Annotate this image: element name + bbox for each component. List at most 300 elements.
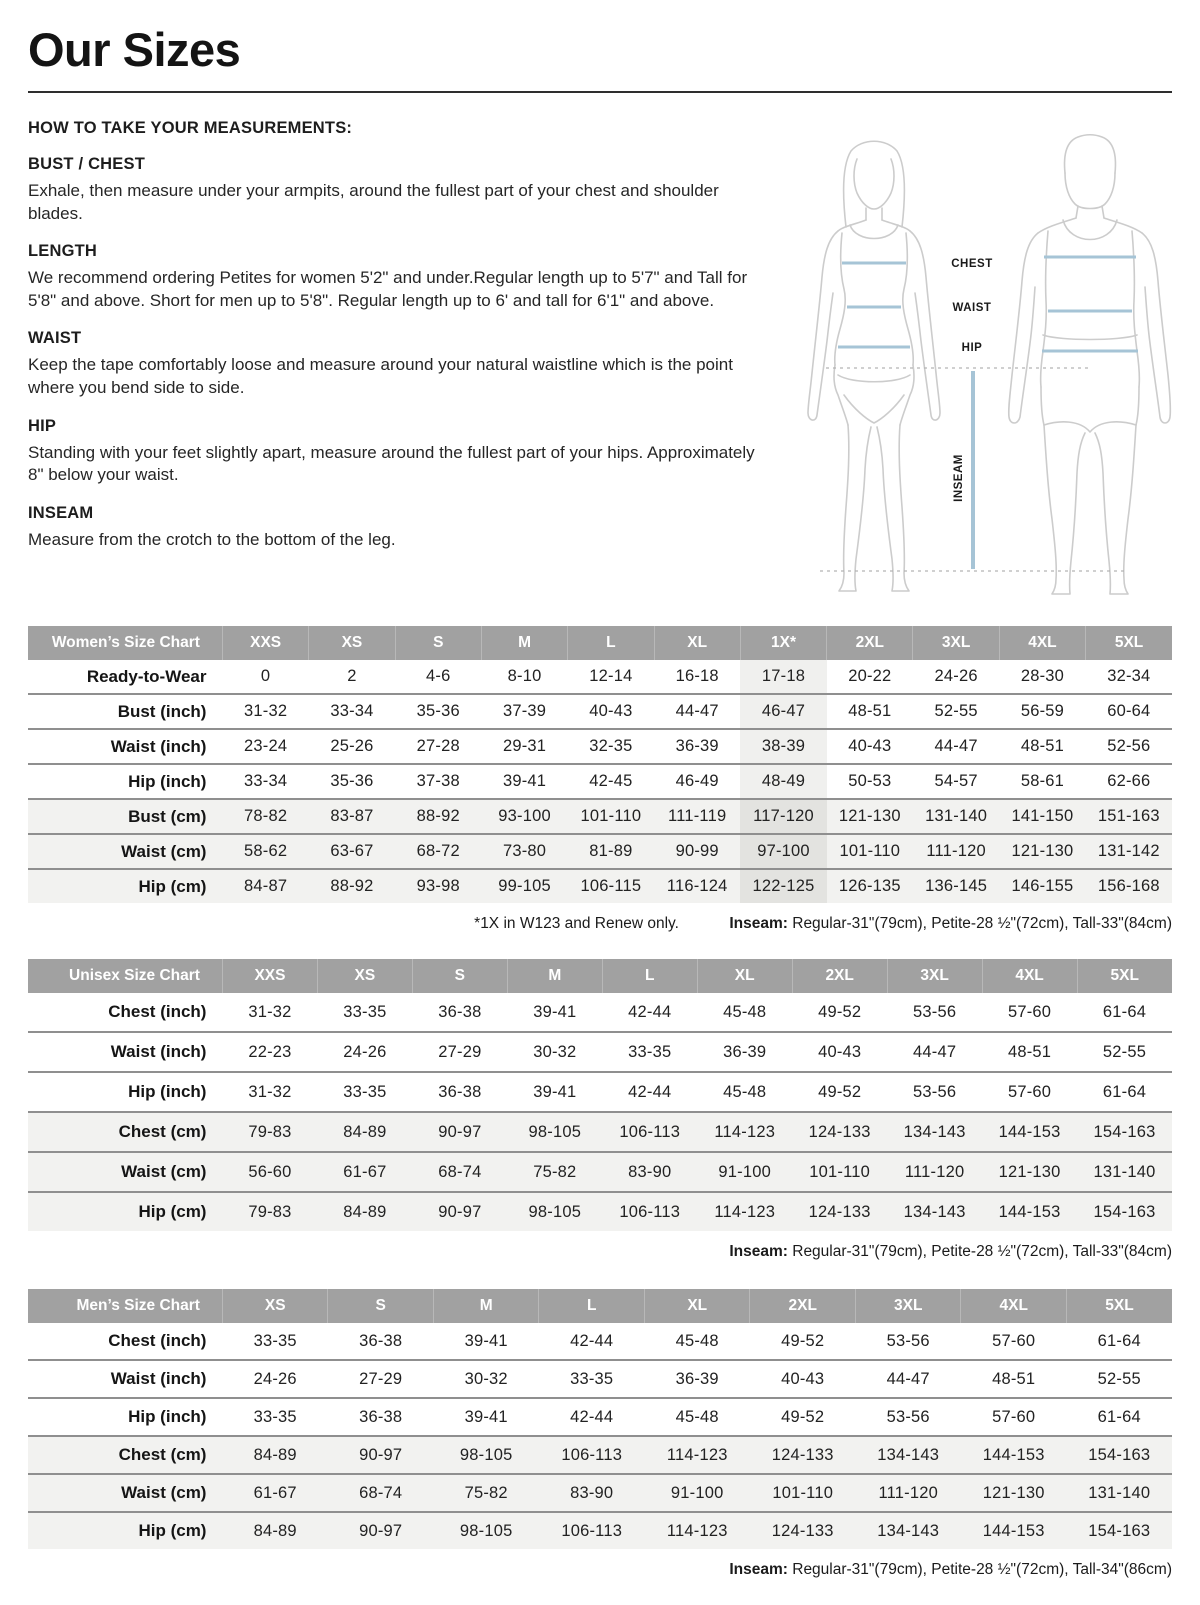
- table-header-row: [28, 959, 1172, 993]
- title-divider: [28, 91, 1172, 93]
- size-cell: 40-43: [589, 702, 633, 720]
- row-label: Waist (inch): [110, 1042, 207, 1061]
- size-cell: 124-133: [771, 1521, 834, 1540]
- size-cell: 144-153: [982, 1445, 1045, 1464]
- size-cell: 40-43: [848, 737, 892, 755]
- size-cell: 53-56: [913, 1002, 957, 1021]
- size-cell: 57-60: [1007, 1082, 1052, 1101]
- size-cell: 83-90: [628, 1162, 672, 1181]
- size-tables: [28, 626, 1172, 1579]
- size-column-header: L: [568, 626, 654, 660]
- size-cell: 131-140: [1088, 1483, 1151, 1502]
- size-cell: 37-39: [502, 702, 547, 720]
- size-column-header: XXS: [222, 959, 317, 993]
- size-cell: 4-6: [426, 667, 451, 685]
- size-cell: 44-47: [934, 737, 978, 755]
- size-cell: 83-90: [570, 1483, 614, 1502]
- section-title: INSEAM: [28, 503, 94, 522]
- size-column-header: XL: [697, 959, 792, 993]
- size-cell: 28-30: [1020, 667, 1065, 685]
- size-cell: 61-64: [1097, 1407, 1141, 1426]
- size-cell: 90-97: [438, 1202, 482, 1221]
- size-column-header: XS: [222, 1289, 328, 1323]
- size-cell: 61-64: [1102, 1082, 1147, 1101]
- size-cell: 52-55: [1097, 1369, 1141, 1388]
- section-title: BUST / CHEST: [28, 155, 145, 173]
- male-figure: [1009, 135, 1171, 594]
- section-waist: [28, 329, 756, 399]
- size-cell: 12-14: [589, 667, 633, 685]
- size-cell: 33-35: [343, 1082, 387, 1101]
- size-cell: 33-34: [244, 772, 288, 790]
- size-cell: 144-153: [982, 1521, 1045, 1540]
- size-cell: 146-155: [1011, 877, 1074, 895]
- size-cell: 114-123: [666, 1445, 728, 1464]
- size-cell: 50-53: [848, 772, 892, 790]
- size-cell: 154-163: [1093, 1202, 1156, 1221]
- size-cell: 54-57: [934, 772, 978, 790]
- row-label: Waist (cm): [121, 1483, 207, 1502]
- size-column-header: L: [539, 1289, 645, 1323]
- size-cell: 35-36: [330, 772, 374, 790]
- size-cell: 84-89: [253, 1521, 297, 1540]
- size-column-header: M: [481, 626, 567, 660]
- size-column-header: M: [507, 959, 602, 993]
- size-cell: 33-35: [570, 1369, 614, 1388]
- table-row: [28, 1192, 1172, 1231]
- size-cell: 36-38: [359, 1331, 403, 1350]
- size-cell: 106-113: [619, 1202, 681, 1221]
- size-cell: 88-92: [416, 807, 460, 825]
- size-cell: 134-143: [877, 1445, 940, 1464]
- section-inseam: [28, 504, 756, 552]
- size-cell: 124-133: [771, 1445, 834, 1464]
- size-cell: 52-55: [1102, 1042, 1147, 1061]
- size-cell: 101-110: [809, 1162, 871, 1181]
- table-row: [28, 799, 1172, 834]
- size-column-header: XL: [644, 1289, 750, 1323]
- size-column-header: XS: [309, 626, 395, 660]
- size-cell: 73-80: [502, 842, 547, 860]
- table-row: [28, 993, 1172, 1032]
- table-row: [28, 1152, 1172, 1192]
- table-row: [28, 869, 1172, 903]
- size-cell: 144-153: [998, 1122, 1061, 1141]
- size-cell: 49-52: [781, 1407, 825, 1426]
- section-length: [28, 242, 756, 312]
- size-cell: 57-60: [992, 1331, 1036, 1350]
- row-label: Hip (inch): [128, 1407, 207, 1426]
- body-figures-illustration: [780, 121, 1172, 595]
- row-label: Hip (cm): [138, 1202, 207, 1221]
- size-cell: 53-56: [886, 1331, 930, 1350]
- hip-label: HIP: [961, 342, 983, 354]
- table-row: [28, 694, 1172, 729]
- size-cell: 134-143: [903, 1122, 966, 1141]
- size-cell: 52-55: [934, 702, 978, 720]
- size-cell: 63-67: [330, 842, 374, 860]
- size-cell: 101-110: [772, 1483, 834, 1502]
- size-cell: 81-89: [589, 842, 633, 860]
- size-cell: 46-49: [675, 772, 719, 790]
- table-row: [28, 1323, 1172, 1360]
- size-cell: 27-28: [416, 737, 460, 755]
- size-cell: 141-150: [1011, 807, 1074, 825]
- size-column-header: 1X*: [740, 626, 826, 660]
- size-cell: 36-39: [723, 1042, 767, 1061]
- chest-label: CHEST: [951, 258, 993, 270]
- size-cell: 106-115: [580, 877, 642, 895]
- table-row: [28, 1436, 1172, 1474]
- table-row: [28, 1360, 1172, 1398]
- size-cell: 36-38: [359, 1407, 403, 1426]
- size-chart-1: [28, 959, 1172, 1261]
- female-figure: [808, 141, 940, 591]
- size-cell: 114-123: [666, 1521, 728, 1540]
- size-cell: 42-44: [628, 1002, 672, 1021]
- row-label: Chest (cm): [118, 1445, 207, 1464]
- size-cell: 93-100: [498, 807, 551, 825]
- size-column-header: 3XL: [913, 626, 999, 660]
- size-column-header: 4XL: [961, 1289, 1067, 1323]
- table-header-row: [28, 1289, 1172, 1323]
- row-label: Waist (cm): [121, 1162, 207, 1181]
- table-row: [28, 1032, 1172, 1072]
- footnote-inseam-note: Inseam: Regular-31"(79cm), Petite-28 ½"(72cm), Tall-33"(84cm): [729, 915, 1172, 932]
- size-cell: 38-39: [740, 729, 826, 764]
- table-row: [28, 1398, 1172, 1436]
- size-cell: 30-32: [533, 1042, 577, 1061]
- row-label: Waist (cm): [121, 841, 207, 861]
- table-row: [28, 1474, 1172, 1512]
- footnote-inseam-note: Inseam: Regular-31"(79cm), Petite-28 ½"(72cm), Tall-34"(86cm): [729, 1561, 1172, 1578]
- size-cell: 75-82: [533, 1162, 577, 1181]
- size-cell: 136-145: [925, 877, 988, 895]
- size-cell: 35-36: [416, 702, 460, 720]
- inseam-label: INSEAM: [953, 454, 965, 502]
- row-label: Chest (cm): [118, 1122, 207, 1141]
- size-cell: 16-18: [675, 667, 719, 685]
- size-cell: 99-105: [498, 877, 551, 895]
- size-cell: 57-60: [992, 1407, 1036, 1426]
- row-label: Waist (inch): [110, 736, 207, 756]
- size-cell: 116-124: [666, 877, 728, 895]
- size-cell: 68-72: [416, 842, 460, 860]
- table-row: [28, 764, 1172, 799]
- size-cell: 25-26: [330, 737, 374, 755]
- table-row: [28, 1112, 1172, 1152]
- size-cell: 93-98: [416, 877, 460, 895]
- page-title: Our Sizes: [28, 23, 241, 76]
- size-cell: 144-153: [998, 1202, 1061, 1221]
- size-cell: 48-49: [740, 764, 826, 799]
- size-cell: 97-100: [740, 834, 826, 869]
- size-cell: 61-67: [343, 1162, 387, 1181]
- size-cell: 78-82: [244, 807, 288, 825]
- size-cell: 91-100: [718, 1162, 771, 1181]
- measurement-diagram: [780, 121, 1172, 600]
- table-row: [28, 729, 1172, 764]
- size-cell: 117-120: [740, 799, 826, 834]
- size-cell: 126-135: [838, 877, 901, 895]
- size-chart-2: [28, 1289, 1172, 1579]
- size-cell: 36-39: [675, 1369, 719, 1388]
- section-body: Measure from the crotch to the bottom of the leg.: [28, 529, 396, 549]
- footnote-asterisk-note: *1X in W123 and Renew only.: [474, 915, 679, 932]
- section-hip: [28, 417, 756, 487]
- size-cell: 84-89: [253, 1445, 297, 1464]
- size-cell: 79-83: [248, 1122, 292, 1141]
- size-cell: 23-24: [244, 737, 288, 755]
- size-cell: 151-163: [1097, 807, 1160, 825]
- size-cell: 45-48: [675, 1407, 719, 1426]
- how-to-heading: HOW TO TAKE YOUR MEASUREMENTS:: [28, 119, 353, 137]
- size-column-header: M: [433, 1289, 539, 1323]
- size-table: [28, 1289, 1172, 1549]
- table-title: Women’s Size Chart: [28, 626, 222, 660]
- size-column-header: 2XL: [792, 959, 887, 993]
- size-column-header: L: [602, 959, 697, 993]
- size-cell: 33-35: [628, 1042, 672, 1061]
- waist-label: WAIST: [952, 302, 992, 314]
- size-cell: 154-163: [1088, 1445, 1151, 1464]
- section-body: Standing with your feet slightly apart, measure around the fullest part of your hips. Approximately 8" below your waist.: [28, 442, 755, 485]
- size-cell: 124-133: [808, 1202, 871, 1221]
- row-label: Ready-to-Wear: [86, 666, 207, 686]
- size-cell: 48-51: [848, 702, 892, 720]
- size-cell: 61-67: [253, 1483, 297, 1502]
- size-cell: 27-29: [438, 1042, 482, 1061]
- size-cell: 39-41: [533, 1082, 577, 1101]
- row-label: Hip (cm): [138, 876, 207, 896]
- size-cell: 17-18: [740, 660, 826, 694]
- size-column-header: 4XL: [982, 959, 1077, 993]
- size-cell: 2: [347, 667, 357, 685]
- size-cell: 39-41: [502, 772, 547, 790]
- size-cell: 98-105: [528, 1202, 582, 1221]
- size-cell: 68-74: [438, 1162, 482, 1181]
- size-cell: 56-60: [248, 1162, 292, 1181]
- size-cell: 57-60: [1007, 1002, 1052, 1021]
- size-cell: 32-34: [1107, 667, 1151, 685]
- size-cell: 111-120: [926, 842, 986, 860]
- table-row: [28, 834, 1172, 869]
- size-column-header: 4XL: [999, 626, 1085, 660]
- size-cell: 106-113: [561, 1521, 623, 1540]
- size-cell: 24-26: [934, 667, 978, 685]
- size-cell: 61-64: [1102, 1002, 1147, 1021]
- size-column-header: XS: [317, 959, 412, 993]
- size-cell: 61-64: [1097, 1331, 1141, 1350]
- size-cell: 44-47: [886, 1369, 930, 1388]
- size-cell: 49-52: [781, 1331, 825, 1350]
- size-cell: 90-97: [359, 1445, 403, 1464]
- size-table: [28, 959, 1172, 1231]
- size-cell: 44-47: [675, 702, 719, 720]
- section-body: Keep the tape comfortably loose and measure around your natural waistline which is the point where you bend side to side.: [28, 355, 733, 398]
- size-cell: 31-32: [248, 1082, 292, 1101]
- size-cell: 154-163: [1093, 1122, 1156, 1141]
- section-body: We recommend ordering Petites for women 5'2" and under.Regular length up to 5'7" and Tall for 5'8" and above. Short for men up to 5'8". Regular length up to 6' and tall for 6'1" and above.: [28, 268, 748, 310]
- size-cell: 84-87: [244, 877, 288, 895]
- size-column-header: S: [412, 959, 507, 993]
- size-cell: 75-82: [464, 1483, 508, 1502]
- table-header-row: [28, 626, 1172, 660]
- size-cell: 32-35: [589, 737, 633, 755]
- table-title: Men’s Size Chart: [28, 1289, 222, 1323]
- size-cell: 134-143: [903, 1202, 966, 1221]
- size-cell: 106-113: [619, 1122, 681, 1141]
- size-cell: 24-26: [253, 1369, 297, 1388]
- size-cell: 114-123: [714, 1122, 776, 1141]
- size-cell: 106-113: [561, 1445, 623, 1464]
- size-cell: 58-62: [244, 842, 288, 860]
- size-cell: 40-43: [781, 1369, 825, 1388]
- size-cell: 45-48: [723, 1082, 767, 1101]
- size-cell: 52-56: [1107, 737, 1151, 755]
- size-cell: 131-142: [1097, 842, 1160, 860]
- size-cell: 37-38: [416, 772, 460, 790]
- size-cell: 29-31: [502, 737, 547, 755]
- size-cell: 36-39: [675, 737, 719, 755]
- size-cell: 101-110: [580, 807, 642, 825]
- section-title: LENGTH: [28, 242, 98, 261]
- size-cell: 114-123: [714, 1202, 776, 1221]
- size-cell: 84-89: [343, 1202, 387, 1221]
- size-cell: 131-140: [925, 807, 988, 825]
- section-title: WAIST: [28, 329, 82, 348]
- size-cell: 122-125: [740, 869, 826, 903]
- table-footnote: [28, 1561, 1172, 1579]
- size-cell: 49-52: [818, 1082, 862, 1101]
- size-cell: 0: [260, 667, 271, 685]
- size-cell: 121-130: [998, 1162, 1061, 1181]
- size-cell: 42-44: [570, 1407, 614, 1426]
- size-column-header: XL: [654, 626, 740, 660]
- size-cell: 131-140: [1093, 1162, 1156, 1181]
- table-row: [28, 660, 1172, 694]
- size-cell: 8-10: [507, 667, 542, 685]
- size-cell: 98-105: [528, 1122, 582, 1141]
- size-cell: 42-44: [628, 1082, 672, 1101]
- size-cell: 101-110: [839, 842, 901, 860]
- size-cell: 90-97: [438, 1122, 482, 1141]
- size-column-header: 5XL: [1066, 1289, 1172, 1323]
- size-cell: 124-133: [808, 1122, 871, 1141]
- size-cell: 84-89: [343, 1122, 387, 1141]
- section-title: HIP: [28, 416, 57, 435]
- size-cell: 45-48: [675, 1331, 719, 1350]
- size-cell: 33-34: [330, 702, 374, 720]
- row-label: Hip (inch): [128, 1082, 207, 1101]
- size-cell: 53-56: [886, 1407, 930, 1426]
- size-cell: 27-29: [359, 1369, 403, 1388]
- size-cell: 90-99: [675, 842, 719, 860]
- row-label: Hip (inch): [128, 771, 207, 791]
- size-cell: 40-43: [818, 1042, 862, 1061]
- size-cell: 111-120: [904, 1162, 965, 1181]
- size-cell: 24-26: [343, 1042, 387, 1061]
- size-cell: 91-100: [670, 1483, 724, 1502]
- size-cell: 121-130: [838, 807, 901, 825]
- size-cell: 36-38: [438, 1002, 482, 1021]
- size-cell: 33-35: [253, 1331, 297, 1350]
- size-cell: 134-143: [877, 1521, 940, 1540]
- row-label: Bust (cm): [128, 806, 207, 826]
- size-cell: 83-87: [330, 807, 374, 825]
- size-cell: 79-83: [248, 1202, 292, 1221]
- size-cell: 68-74: [359, 1483, 403, 1502]
- section-body: Exhale, then measure under your armpits, around the fullest part of your chest and shoulder blades.: [28, 181, 719, 223]
- size-cell: 48-51: [1020, 737, 1065, 755]
- row-label: Hip (cm): [138, 1521, 207, 1540]
- size-cell: 111-120: [878, 1483, 938, 1502]
- measurement-intro: [28, 119, 1172, 600]
- size-cell: 22-23: [248, 1042, 292, 1061]
- size-cell: 156-168: [1097, 877, 1160, 895]
- size-cell: 154-163: [1088, 1521, 1151, 1540]
- footnote-inseam-note: Inseam: Regular-31"(79cm), Petite-28 ½"(72cm), Tall-33"(84cm): [729, 1243, 1172, 1260]
- size-cell: 88-92: [330, 877, 374, 895]
- table-title: Unisex Size Chart: [28, 959, 222, 993]
- size-cell: 56-59: [1020, 702, 1065, 720]
- size-column-header: 3XL: [887, 959, 982, 993]
- size-cell: 46-47: [740, 694, 826, 729]
- measurement-copy: [28, 119, 756, 551]
- size-cell: 36-38: [438, 1082, 482, 1101]
- row-label: Chest (inch): [108, 1002, 207, 1021]
- size-cell: 33-35: [253, 1407, 297, 1426]
- size-cell: 42-45: [589, 772, 633, 790]
- table-footnote: [28, 915, 1172, 933]
- size-column-header: 2XL: [750, 1289, 856, 1323]
- size-cell: 62-66: [1107, 772, 1151, 790]
- size-cell: 42-44: [570, 1331, 614, 1350]
- size-cell: 31-32: [248, 1002, 292, 1021]
- size-cell: 98-105: [459, 1445, 513, 1464]
- size-cell: 33-35: [343, 1002, 387, 1021]
- size-cell: 111-119: [668, 807, 727, 825]
- size-cell: 48-51: [1007, 1042, 1052, 1061]
- size-column-header: 5XL: [1086, 626, 1172, 660]
- size-chart-0: [28, 626, 1172, 933]
- row-label: Chest (inch): [108, 1331, 207, 1350]
- size-cell: 90-97: [359, 1521, 403, 1540]
- size-cell: 31-32: [244, 702, 288, 720]
- size-cell: 39-41: [533, 1002, 577, 1021]
- size-cell: 39-41: [464, 1407, 508, 1426]
- size-cell: 39-41: [464, 1331, 508, 1350]
- size-cell: 60-64: [1107, 702, 1151, 720]
- size-cell: 20-22: [848, 667, 892, 685]
- section-bust-chest: [28, 155, 756, 225]
- size-column-header: S: [395, 626, 481, 660]
- size-cell: 121-130: [982, 1483, 1045, 1502]
- size-cell: 45-48: [723, 1002, 767, 1021]
- row-label: Waist (inch): [110, 1369, 207, 1388]
- size-column-header: XXS: [222, 626, 308, 660]
- size-column-header: 3XL: [855, 1289, 961, 1323]
- table-row: [28, 1072, 1172, 1112]
- size-column-header: S: [328, 1289, 434, 1323]
- size-cell: 44-47: [913, 1042, 957, 1061]
- size-column-header: 5XL: [1077, 959, 1172, 993]
- row-label: Bust (inch): [117, 701, 207, 721]
- size-table: [28, 626, 1172, 903]
- size-column-header: 2XL: [827, 626, 913, 660]
- table-row: [28, 1512, 1172, 1549]
- size-cell: 58-61: [1020, 772, 1065, 790]
